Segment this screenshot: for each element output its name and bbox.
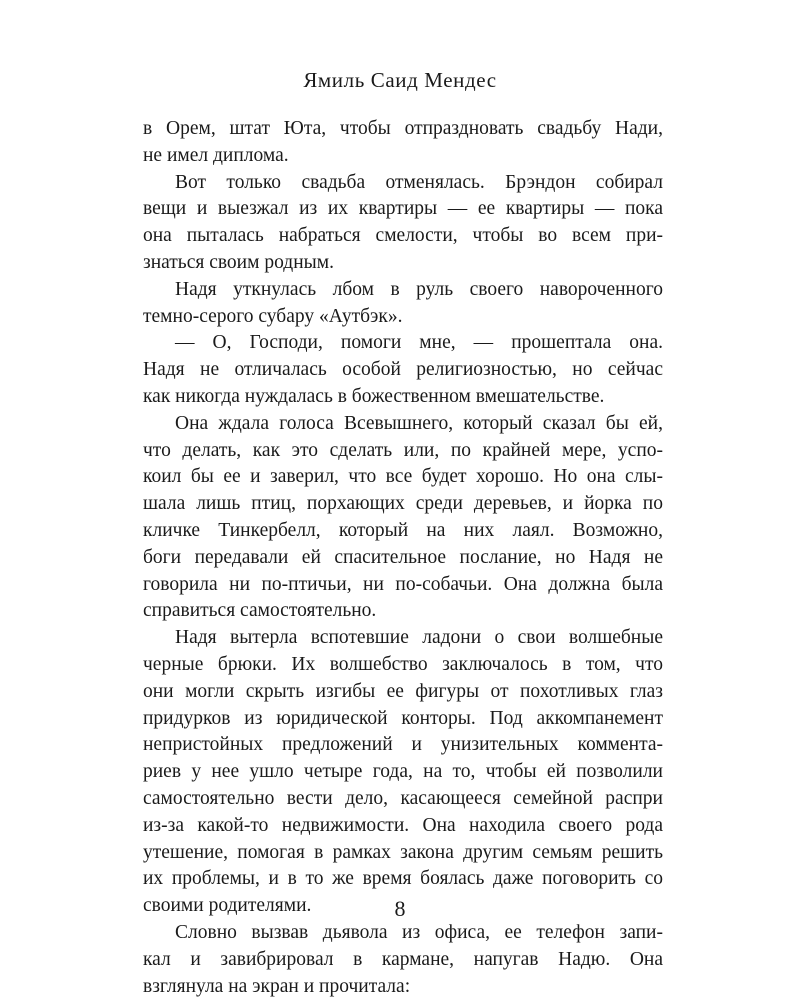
text-line: они могли скрыть изгибы ее фигуры от похотливых глаз: [143, 680, 663, 702]
text-line: риев у нее ушло четыре года, на то, чтобы ей позволили: [143, 761, 663, 783]
text-line: Надя не отличалась особой религиозностью, но сейчас: [143, 359, 663, 381]
text-line: справиться самостоятельно.: [143, 600, 377, 622]
text-line: самостоятельно вести дело, касающееся семейной распри: [143, 787, 663, 809]
text-line: Надя уткнулась лбом в руль своего навороченного: [175, 278, 663, 300]
text-line: взглянула на экран и прочитала:: [143, 975, 411, 997]
text-line: говорила ни по-птичьи, ни по-собачьи. Она должна была: [143, 573, 663, 595]
text-line: Словно вызвав дьявола из офиса, ее телефон запи-: [175, 921, 663, 943]
text-line: кличке Тинкербелл, который на них лаял. Возможно,: [143, 519, 663, 541]
text-line: не имел диплома.: [143, 144, 289, 166]
text-line: Надя вытерла вспотевшие ладони о свои волшебные: [175, 627, 663, 649]
text-line: в Орем, штат Юта, чтобы отпраздновать свадьбу Нади,: [143, 118, 663, 139]
text-line: кал и завибрировал в кармане, напугав Надю. Она: [143, 948, 663, 970]
text-line: утешение, помогая в рамках закона другим семьям решить: [143, 841, 663, 863]
text-line: боги передавали ей спасительное послание, но Надя не: [143, 546, 663, 568]
text-line: коил бы ее и заверил, что все будет хорошо. Но она слы-: [143, 466, 663, 488]
text-line: темно-серого субару «Аутбэк».: [143, 305, 403, 327]
text-line: их проблемы, и в то же время боялась даже поговорить со: [143, 868, 663, 890]
text-line: — О, Господи, помоги мне, — прошептала она.: [175, 332, 663, 354]
page-number: 8: [394, 896, 406, 921]
text-line: знаться своим родным.: [143, 251, 334, 273]
text-line: своими родителями.: [143, 895, 312, 917]
text-line: она пыталась набраться смелости, чтобы во всем при-: [143, 225, 663, 247]
text-line: Она ждала голоса Всевышнего, который сказал бы ей,: [175, 412, 663, 434]
text-line: что делать, как это сделать или, по крайней мере, успо-: [143, 439, 663, 461]
text-line: черные брюки. Их волшебство заключалось в том, что: [143, 653, 663, 675]
text-line: шала лишь птиц, порхающих среди деревьев, и йорка по: [143, 493, 663, 515]
body-text: [143, 116, 663, 1000]
text-line: как никогда нуждалась в божественном вмешательстве.: [143, 385, 605, 407]
text-line: придурков из юридической конторы. Под аккомпанемент: [143, 707, 663, 729]
text-line: вещи и выезжал из их квартиры — ее квартиры — пока: [143, 198, 663, 220]
text-line: непристойных предложений и унизительных коммента-: [143, 734, 663, 756]
text-line: Вот только свадьба отменялась. Брэндон собирал: [175, 171, 663, 193]
text-line: из-за какой-то недвижимости. Она находила своего рода: [143, 814, 663, 836]
running-header: Ямиль Саид Мендес: [303, 68, 497, 92]
